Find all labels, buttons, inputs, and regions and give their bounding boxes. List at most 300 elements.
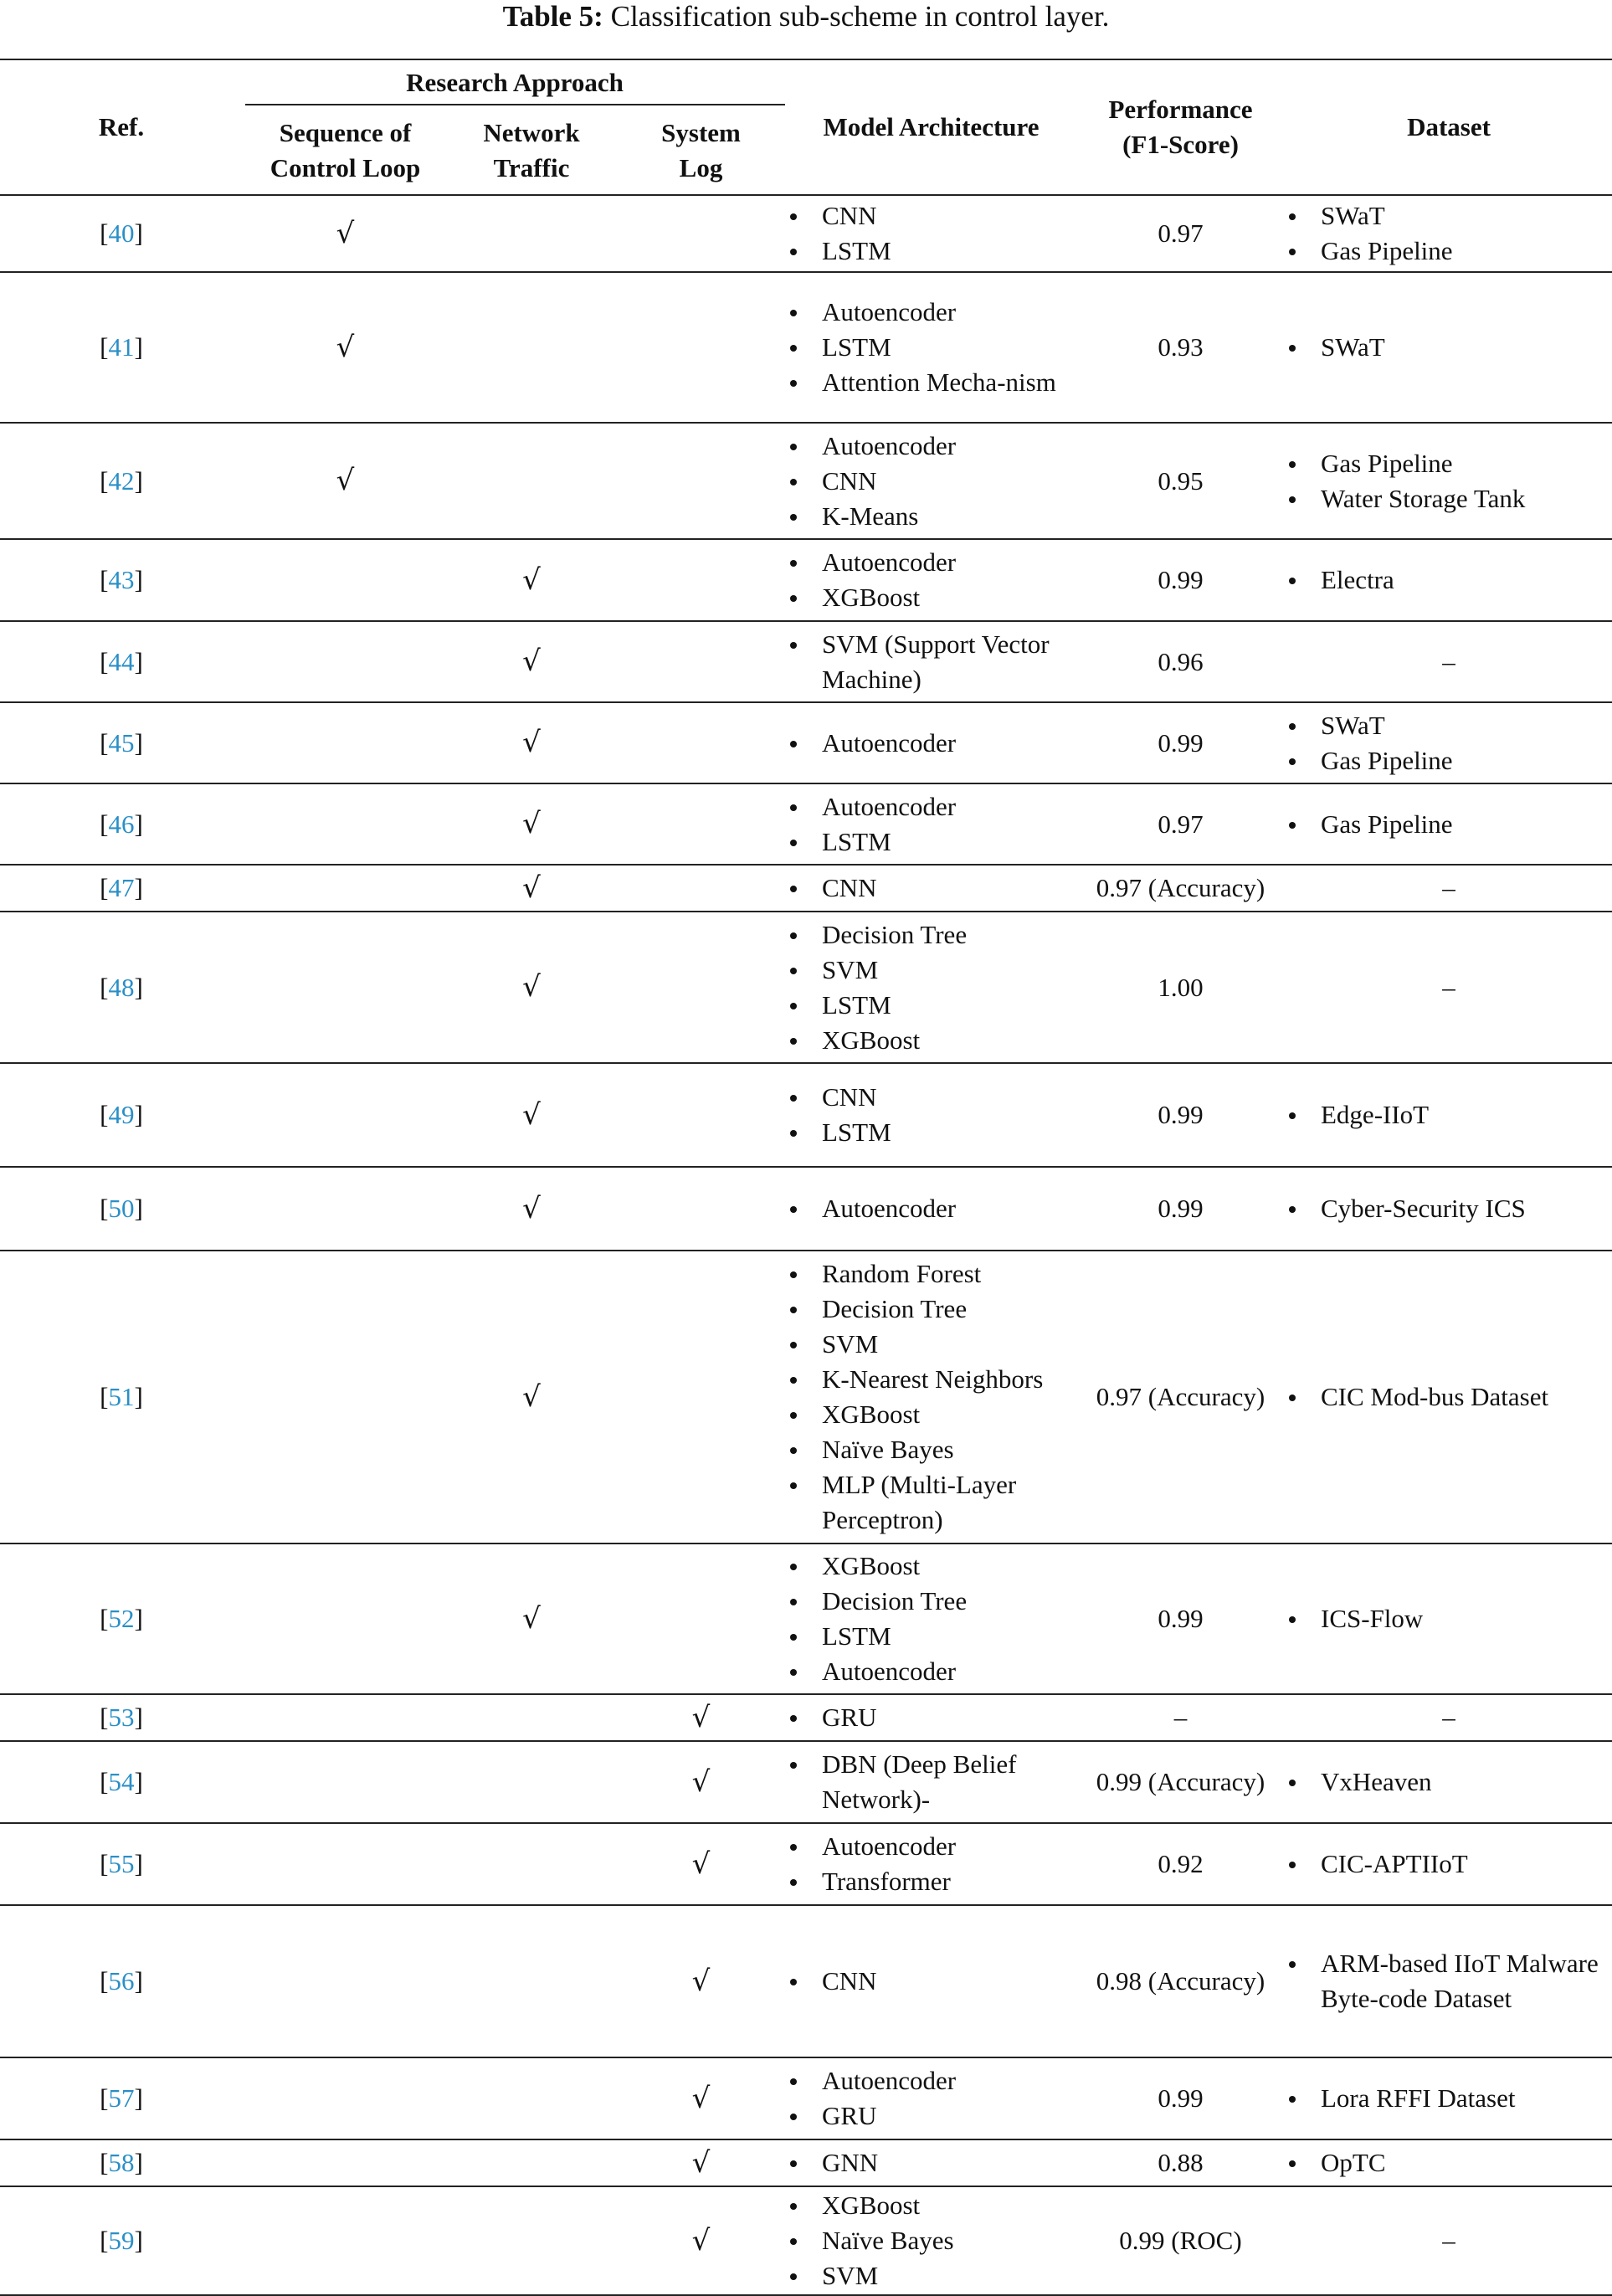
performance-cell: 0.99 (1076, 1544, 1286, 1694)
dataset-item: ARM-based IIoT Malware Byte-code Dataset (1286, 1946, 1612, 2016)
performance-cell: 0.97 (1076, 195, 1286, 272)
dataset-item: Gas Pipeline (1286, 234, 1612, 269)
model-list (787, 1747, 1076, 1817)
model-item: Autoencoder (787, 2063, 1076, 2098)
approach-cell-net (448, 1694, 615, 1741)
model-item: GNN (787, 2145, 1076, 2180)
model-item: LSTM (787, 234, 1076, 269)
checkmark-icon: √ (522, 1097, 541, 1132)
dataset-cell (1286, 539, 1612, 621)
dataset-cell (1286, 1905, 1612, 2057)
model-item: LSTM (787, 330, 1076, 365)
ref-link[interactable]: 53 (108, 1703, 135, 1732)
model-item: CNN (787, 198, 1076, 234)
ref-link[interactable]: 52 (108, 1604, 135, 1633)
ref-link[interactable]: 40 (108, 218, 135, 248)
dataset-item: ICS-Flow (1286, 1601, 1612, 1636)
checkmark-icon: √ (691, 2223, 711, 2257)
approach-cell-seq (243, 1544, 448, 1694)
dataset-item: SWaT (1286, 708, 1612, 743)
performance-cell: 0.98 (Accuracy) (1076, 1905, 1286, 2057)
ref-cell: [56] (0, 1905, 243, 2057)
dataset-list (1286, 330, 1612, 365)
approach-cell-net (448, 1063, 615, 1167)
model-item: Autoencoder (787, 1191, 1076, 1226)
dataset-list (1286, 1764, 1612, 1800)
model-item: Decision Tree (787, 917, 1076, 953)
model-list (787, 295, 1076, 400)
checkmark-icon: √ (336, 330, 355, 364)
approach-cell-net (448, 423, 615, 539)
ref-cell: [49] (0, 1063, 243, 1167)
model-cell (787, 1251, 1076, 1544)
caption-label: Table 5: (502, 0, 603, 33)
model-cell (787, 912, 1076, 1063)
approach-cell-net (448, 272, 615, 423)
performance-cell: 0.97 (1076, 783, 1286, 865)
header-research-approach: Research Approach (243, 59, 787, 107)
model-cell (787, 865, 1076, 912)
model-item: SVM (787, 1327, 1076, 1362)
model-list (787, 545, 1076, 615)
model-item: Naïve Bayes (787, 2223, 1076, 2258)
approach-cell-seq (243, 1823, 448, 1905)
model-item: SVM (787, 2258, 1076, 2293)
checkmark-icon: √ (522, 1379, 541, 1414)
model-cell (787, 1741, 1076, 1823)
model-item: Autoencoder (787, 295, 1076, 330)
model-list (787, 198, 1076, 269)
dataset-cell (1286, 783, 1612, 865)
model-item: Decision Tree (787, 1292, 1076, 1327)
checkmark-icon: √ (522, 1601, 541, 1636)
performance-cell: 0.97 (Accuracy) (1076, 1251, 1286, 1544)
table-row (0, 1544, 1612, 1694)
checkmark-icon: √ (691, 1847, 711, 1881)
dataset-cell (1286, 1544, 1612, 1694)
performance-cell: 0.99 (1076, 702, 1286, 783)
table-row (0, 272, 1612, 423)
approach-cell-seq (243, 1167, 448, 1251)
dataset-cell: – (1286, 2186, 1612, 2295)
approach-cell-seq (243, 783, 448, 865)
header-performance: Performance (F1-Score) (1108, 95, 1253, 159)
table-row (0, 2186, 1612, 2295)
ref-link[interactable]: 54 (108, 1767, 135, 1796)
approach-cell-sys (615, 1167, 787, 1251)
dataset-item: Lora RFFI Dataset (1286, 2081, 1612, 2116)
model-cell (787, 1905, 1076, 2057)
dataset-item: Water Storage Tank (1286, 481, 1612, 516)
ref-link[interactable]: 51 (108, 1382, 135, 1411)
ref-link[interactable]: 58 (108, 2148, 135, 2177)
dataset-cell (1286, 1167, 1612, 1251)
model-list (787, 429, 1076, 534)
performance-cell: 0.88 (1076, 2139, 1286, 2186)
model-list (787, 726, 1076, 761)
checkmark-icon: √ (336, 464, 355, 497)
checkmark-icon: √ (522, 726, 541, 759)
approach-cell-net (448, 2057, 615, 2139)
approach-cell-net (448, 1544, 615, 1694)
model-item: Autoencoder (787, 429, 1076, 464)
performance-cell: 0.99 (1076, 539, 1286, 621)
ref-cell: [57] (0, 2057, 243, 2139)
model-cell (787, 783, 1076, 865)
dataset-item: Gas Pipeline (1286, 807, 1612, 842)
model-item: GRU (787, 2098, 1076, 2134)
model-list (787, 627, 1076, 697)
ref-link[interactable]: 45 (108, 727, 135, 758)
dataset-cell (1286, 1823, 1612, 1905)
dataset-list (1286, 1379, 1612, 1415)
model-item: LSTM (787, 1115, 1076, 1150)
checkmark-icon: √ (691, 1764, 711, 1799)
approach-cell-net (448, 1823, 615, 1905)
header-model: Model Architecture (823, 112, 1040, 141)
approach-cell-sys (615, 195, 787, 272)
header-system-log: System Log (661, 118, 741, 182)
model-item: XGBoost (787, 2188, 1076, 2223)
dataset-list (1286, 198, 1612, 269)
table-row (0, 2057, 1612, 2139)
checkmark-icon: √ (336, 216, 355, 250)
checkmark-icon: √ (691, 1700, 711, 1734)
ref-link[interactable]: 48 (108, 972, 135, 1002)
approach-cell-sys (615, 2139, 787, 2186)
dataset-cell (1286, 2057, 1612, 2139)
ref-cell: [41] (0, 272, 243, 423)
model-list (787, 1256, 1076, 1538)
approach-cell-seq (243, 865, 448, 912)
header-dataset: Dataset (1407, 112, 1491, 141)
model-item: CNN (787, 1964, 1076, 1999)
ref-cell: [45] (0, 702, 243, 783)
model-item: Attention Mecha-nism (787, 365, 1076, 400)
ref-cell: [53] (0, 1694, 243, 1741)
approach-cell-seq (243, 2057, 448, 2139)
table-row (0, 423, 1612, 539)
ref-cell: [55] (0, 1823, 243, 1905)
checkmark-icon: √ (522, 807, 541, 840)
dataset-item: Edge-IIoT (1286, 1097, 1612, 1133)
model-list (787, 871, 1076, 906)
model-item: Autoencoder (787, 726, 1076, 761)
approach-cell-sys (615, 272, 787, 423)
performance-cell: 0.99 (1076, 1063, 1286, 1167)
model-list (787, 789, 1076, 860)
approach-cell-seq (243, 912, 448, 1063)
model-item: XGBoost (787, 1023, 1076, 1058)
ref-link[interactable]: 49 (108, 1100, 135, 1129)
model-item: LSTM (787, 988, 1076, 1023)
model-cell (787, 272, 1076, 423)
performance-cell: 0.92 (1076, 1823, 1286, 1905)
ref-link[interactable]: 55 (108, 1849, 135, 1878)
model-list (787, 2145, 1076, 2180)
approach-cell-net (448, 2186, 615, 2295)
checkmark-icon: √ (522, 871, 541, 905)
approach-cell-sys (615, 539, 787, 621)
ref-link[interactable]: 43 (108, 565, 135, 594)
dataset-item: CIC Mod-bus Dataset (1286, 1379, 1612, 1415)
model-cell (787, 1544, 1076, 1694)
approach-cell-net (448, 195, 615, 272)
dataset-cell (1286, 1063, 1612, 1167)
ref-link[interactable]: 46 (108, 809, 135, 839)
model-item: LSTM (787, 1619, 1076, 1654)
approach-cell-sys (615, 621, 787, 702)
checkmark-icon: √ (691, 1964, 711, 1998)
dataset-cell (1286, 1251, 1612, 1544)
approach-cell-sys (615, 1251, 787, 1544)
approach-cell-sys (615, 1741, 787, 1823)
model-cell (787, 423, 1076, 539)
approach-cell-sys (615, 423, 787, 539)
checkmark-icon: √ (522, 970, 541, 1004)
dataset-cell: – (1286, 912, 1612, 1063)
dataset-item: OpTC (1286, 2145, 1612, 2180)
table-row (0, 1167, 1612, 1251)
approach-cell-seq (243, 423, 448, 539)
model-item: LSTM (787, 824, 1076, 860)
model-item: SVM (Support Vector Machine) (787, 627, 1076, 697)
model-list (787, 2063, 1076, 2134)
approach-cell-sys (615, 912, 787, 1063)
approach-cell-net (448, 783, 615, 865)
caption-text: Classification sub-scheme in control layer. (610, 0, 1110, 33)
table-row (0, 702, 1612, 783)
approach-cell-net (448, 621, 615, 702)
performance-cell: 0.99 (1076, 1167, 1286, 1251)
model-item: DBN (Deep Belief Network)- (787, 1747, 1076, 1817)
ref-link[interactable]: 50 (108, 1194, 135, 1223)
ref-link[interactable]: 59 (108, 2226, 135, 2255)
model-item: MLP (Multi-Layer Perceptron) (787, 1467, 1076, 1538)
dataset-item: SWaT (1286, 198, 1612, 234)
approach-cell-sys (615, 783, 787, 865)
checkmark-icon: √ (691, 2081, 711, 2115)
ref-cell: [50] (0, 1167, 243, 1251)
table-row (0, 1741, 1612, 1823)
model-item: SVM (787, 953, 1076, 988)
checkmark-icon: √ (691, 2145, 711, 2180)
approach-cell-seq (243, 539, 448, 621)
model-list (787, 917, 1076, 1058)
approach-cell-net (448, 2139, 615, 2186)
dataset-item: SWaT (1286, 330, 1612, 365)
model-cell (787, 1823, 1076, 1905)
performance-cell: 0.99 (ROC) (1076, 2186, 1286, 2295)
approach-cell-net (448, 912, 615, 1063)
model-item: Transformer (787, 1864, 1076, 1899)
model-item: GRU (787, 1700, 1076, 1735)
dataset-cell (1286, 2139, 1612, 2186)
model-cell (787, 1063, 1076, 1167)
table-row (0, 1823, 1612, 1905)
approach-cell-seq (243, 1251, 448, 1544)
model-item: K-Means (787, 499, 1076, 534)
ref-cell: [59] (0, 2186, 243, 2295)
model-cell (787, 2139, 1076, 2186)
approach-cell-sys (615, 1694, 787, 1741)
classification-table (0, 59, 1612, 2296)
ref-cell: [43] (0, 539, 243, 621)
model-list (787, 1964, 1076, 1999)
model-item: Autoencoder (787, 1654, 1076, 1689)
table-row (0, 621, 1612, 702)
model-item: Autoencoder (787, 545, 1076, 580)
performance-cell: – (1076, 1694, 1286, 1741)
performance-cell: 0.93 (1076, 272, 1286, 423)
model-list (787, 1191, 1076, 1226)
approach-cell-sys (615, 1905, 787, 2057)
model-cell (787, 2057, 1076, 2139)
table-row (0, 539, 1612, 621)
performance-cell: 0.99 (Accuracy) (1076, 1741, 1286, 1823)
ref-cell: [42] (0, 423, 243, 539)
ref-cell: [48] (0, 912, 243, 1063)
ref-cell: [54] (0, 1741, 243, 1823)
dataset-cell (1286, 423, 1612, 539)
ref-cell: [47] (0, 865, 243, 912)
table-body (0, 195, 1612, 2295)
performance-cell: 0.99 (1076, 2057, 1286, 2139)
dataset-cell (1286, 702, 1612, 783)
approach-cell-seq (243, 1741, 448, 1823)
model-list (787, 1829, 1076, 1899)
approach-cell-seq (243, 1063, 448, 1167)
performance-cell: 0.97 (Accuracy) (1076, 865, 1286, 912)
checkmark-icon: √ (522, 645, 541, 678)
model-item: XGBoost (787, 580, 1076, 615)
checkmark-icon: √ (522, 1191, 541, 1225)
model-item: XGBoost (787, 1397, 1076, 1432)
model-item: Autoencoder (787, 1829, 1076, 1864)
model-cell (787, 539, 1076, 621)
model-cell (787, 702, 1076, 783)
header-ref: Ref. (98, 112, 145, 141)
approach-cell-net (448, 1251, 615, 1544)
model-item: Decision Tree (787, 1584, 1076, 1619)
table-row (0, 1063, 1612, 1167)
dataset-cell (1286, 272, 1612, 423)
model-list (787, 1700, 1076, 1735)
dataset-list (1286, 1847, 1612, 1882)
model-item: CNN (787, 464, 1076, 499)
dataset-list (1286, 1601, 1612, 1636)
ref-link[interactable]: 56 (108, 1966, 135, 1996)
dataset-item: CIC-APTIIoT (1286, 1847, 1612, 1882)
model-cell (787, 2186, 1076, 2295)
model-item: K-Nearest Neighbors (787, 1362, 1076, 1397)
model-list (787, 2188, 1076, 2293)
ref-link[interactable]: 42 (108, 465, 135, 496)
approach-cell-net (448, 702, 615, 783)
table-row (0, 865, 1612, 912)
approach-cell-seq (243, 1905, 448, 2057)
approach-cell-net (448, 1905, 615, 2057)
model-item: Naïve Bayes (787, 1432, 1076, 1467)
table-caption (0, 0, 1612, 33)
table-row (0, 195, 1612, 272)
model-list (787, 1080, 1076, 1150)
performance-cell: 0.95 (1076, 423, 1286, 539)
table-row (0, 1905, 1612, 2057)
dataset-list (1286, 446, 1612, 516)
approach-cell-seq (243, 702, 448, 783)
approach-cell-sys (615, 1823, 787, 1905)
approach-cell-net (448, 865, 615, 912)
ref-link[interactable]: 41 (108, 332, 135, 362)
approach-cell-seq (243, 195, 448, 272)
dataset-list (1286, 1946, 1612, 2016)
dataset-list (1286, 1191, 1612, 1226)
approach-cell-sys (615, 1063, 787, 1167)
approach-cell-sys (615, 1544, 787, 1694)
approach-cell-seq (243, 621, 448, 702)
approach-cell-net (448, 1167, 615, 1251)
approach-cell-net (448, 1741, 615, 1823)
approach-cell-net (448, 539, 615, 621)
header-network-traffic: Network Traffic (483, 118, 580, 182)
dataset-cell (1286, 195, 1612, 272)
table-row (0, 2139, 1612, 2186)
dataset-list (1286, 2145, 1612, 2180)
model-cell (787, 1167, 1076, 1251)
approach-cell-sys (615, 2186, 787, 2295)
performance-cell: 1.00 (1076, 912, 1286, 1063)
checkmark-icon: √ (522, 562, 541, 597)
approach-cell-seq (243, 2139, 448, 2186)
approach-cell-seq (243, 272, 448, 423)
dataset-list (1286, 1097, 1612, 1133)
ref-link[interactable]: 47 (108, 873, 135, 902)
dataset-list (1286, 807, 1612, 842)
ref-cell: [52] (0, 1544, 243, 1694)
dataset-list (1286, 2081, 1612, 2116)
model-item: CNN (787, 1080, 1076, 1115)
ref-cell: [44] (0, 621, 243, 702)
dataset-cell: – (1286, 1694, 1612, 1741)
dataset-cell: – (1286, 865, 1612, 912)
dataset-item: Electra (1286, 562, 1612, 598)
approach-cell-sys (615, 702, 787, 783)
table-row (0, 912, 1612, 1063)
approach-cell-seq (243, 2186, 448, 2295)
table-row (0, 1251, 1612, 1544)
table-row (0, 1694, 1612, 1741)
model-item: XGBoost (787, 1549, 1076, 1584)
dataset-list (1286, 562, 1612, 598)
ref-cell: [58] (0, 2139, 243, 2186)
header-sequence-control-loop: Sequence of Control Loop (270, 118, 421, 182)
model-item: CNN (787, 871, 1076, 906)
model-item: Random Forest (787, 1256, 1076, 1292)
ref-link[interactable]: 44 (108, 646, 135, 676)
ref-cell: [40] (0, 195, 243, 272)
model-cell (787, 195, 1076, 272)
model-cell (787, 621, 1076, 702)
performance-cell: 0.96 (1076, 621, 1286, 702)
dataset-item: Gas Pipeline (1286, 446, 1612, 481)
approach-cell-sys (615, 2057, 787, 2139)
dataset-cell (1286, 1741, 1612, 1823)
model-cell (787, 1694, 1076, 1741)
dataset-item: Gas Pipeline (1286, 743, 1612, 778)
table-header (0, 59, 1612, 195)
ref-link[interactable]: 57 (108, 2083, 135, 2113)
